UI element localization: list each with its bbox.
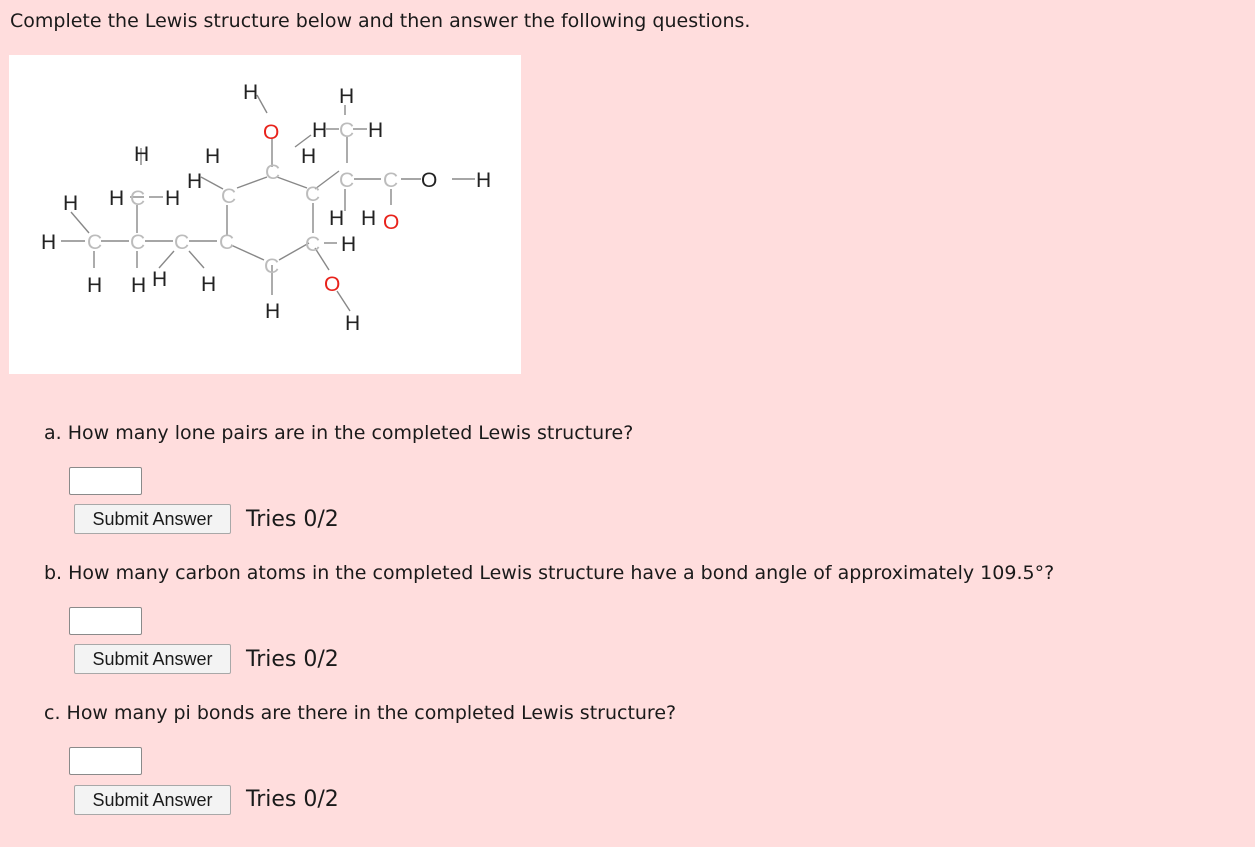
hydrogen-atom: H	[329, 207, 345, 230]
lewis-structure-drawing	[9, 55, 521, 374]
hydrogen-atom: H	[131, 274, 147, 297]
hydrogen-atom: H	[368, 119, 384, 142]
hydrogen-atom: H	[63, 192, 79, 215]
submit-answer-b-button[interactable]: Submit Answer	[74, 644, 231, 674]
tries-c-counter: Tries 0/2	[246, 787, 339, 812]
tries-b-counter: Tries 0/2	[246, 647, 339, 672]
answer-b-input[interactable]	[69, 607, 142, 635]
hydrogen-atom: H	[87, 274, 103, 297]
submit-answer-a-button[interactable]: Submit Answer	[74, 504, 231, 534]
hydrogen-atom: H	[476, 169, 492, 192]
answer-c-input[interactable]	[69, 747, 142, 775]
hydrogen-atom: H	[152, 268, 168, 291]
hydrogen-atom: H	[205, 145, 221, 168]
hydrogen-atom: H	[41, 231, 57, 254]
oxygen-atom: O	[421, 169, 438, 192]
hydrogen-atom: H	[341, 233, 357, 256]
carbon-atom: C	[264, 255, 280, 278]
hydrogen-atom: H	[361, 207, 377, 230]
hydrogen-atom: H	[201, 273, 217, 296]
carbon-atom: C	[305, 183, 321, 206]
hydrogen-atom: H	[165, 187, 181, 210]
hydrogen-atom: H	[109, 187, 125, 210]
lewis-structure-figure	[9, 55, 521, 374]
carbon-atom: C	[339, 119, 355, 142]
carbon-atom: C	[174, 231, 190, 254]
carbon-atom: C	[339, 169, 355, 192]
answer-a-input[interactable]	[69, 467, 142, 495]
carbon-atom: C	[87, 231, 103, 254]
oxygen-atom: O	[263, 121, 280, 144]
oxygen-atom: O	[324, 273, 341, 296]
question-b-text: b. How many carbon atoms in the completed Lewis structure have a bond angle of approximately 109.5°?	[44, 562, 1055, 584]
carbon-atom: C	[221, 185, 237, 208]
question-a-text: a. How many lone pairs are in the completed Lewis structure?	[44, 422, 634, 444]
carbon-atom: C	[219, 231, 235, 254]
hydrogen-atom: H	[339, 85, 355, 108]
carbon-atom: C	[383, 169, 399, 192]
instructions-text: Complete the Lewis structure below and then answer the following questions.	[10, 10, 751, 32]
hydrogen-atom: H	[187, 170, 203, 193]
atoms	[41, 81, 491, 335]
hydrogen-atom: H	[301, 145, 317, 168]
hydrogen-atom: H	[345, 312, 361, 335]
carbon-atom: C	[130, 231, 146, 254]
oxygen-atom: O	[383, 211, 400, 234]
question-c-text: c. How many pi bonds are there in the completed Lewis structure?	[44, 702, 677, 724]
tries-a-counter: Tries 0/2	[246, 507, 339, 532]
hydrogen-atom: H	[265, 300, 281, 323]
hydrogen-atom: H	[243, 81, 259, 104]
carbon-atom: C	[130, 187, 146, 210]
hydrogen-atom: H	[134, 143, 150, 166]
carbon-atom: C	[305, 233, 321, 256]
carbon-atom: C	[265, 161, 281, 184]
hydrogen-atom: H	[312, 119, 328, 142]
submit-answer-c-button[interactable]: Submit Answer	[74, 785, 231, 815]
